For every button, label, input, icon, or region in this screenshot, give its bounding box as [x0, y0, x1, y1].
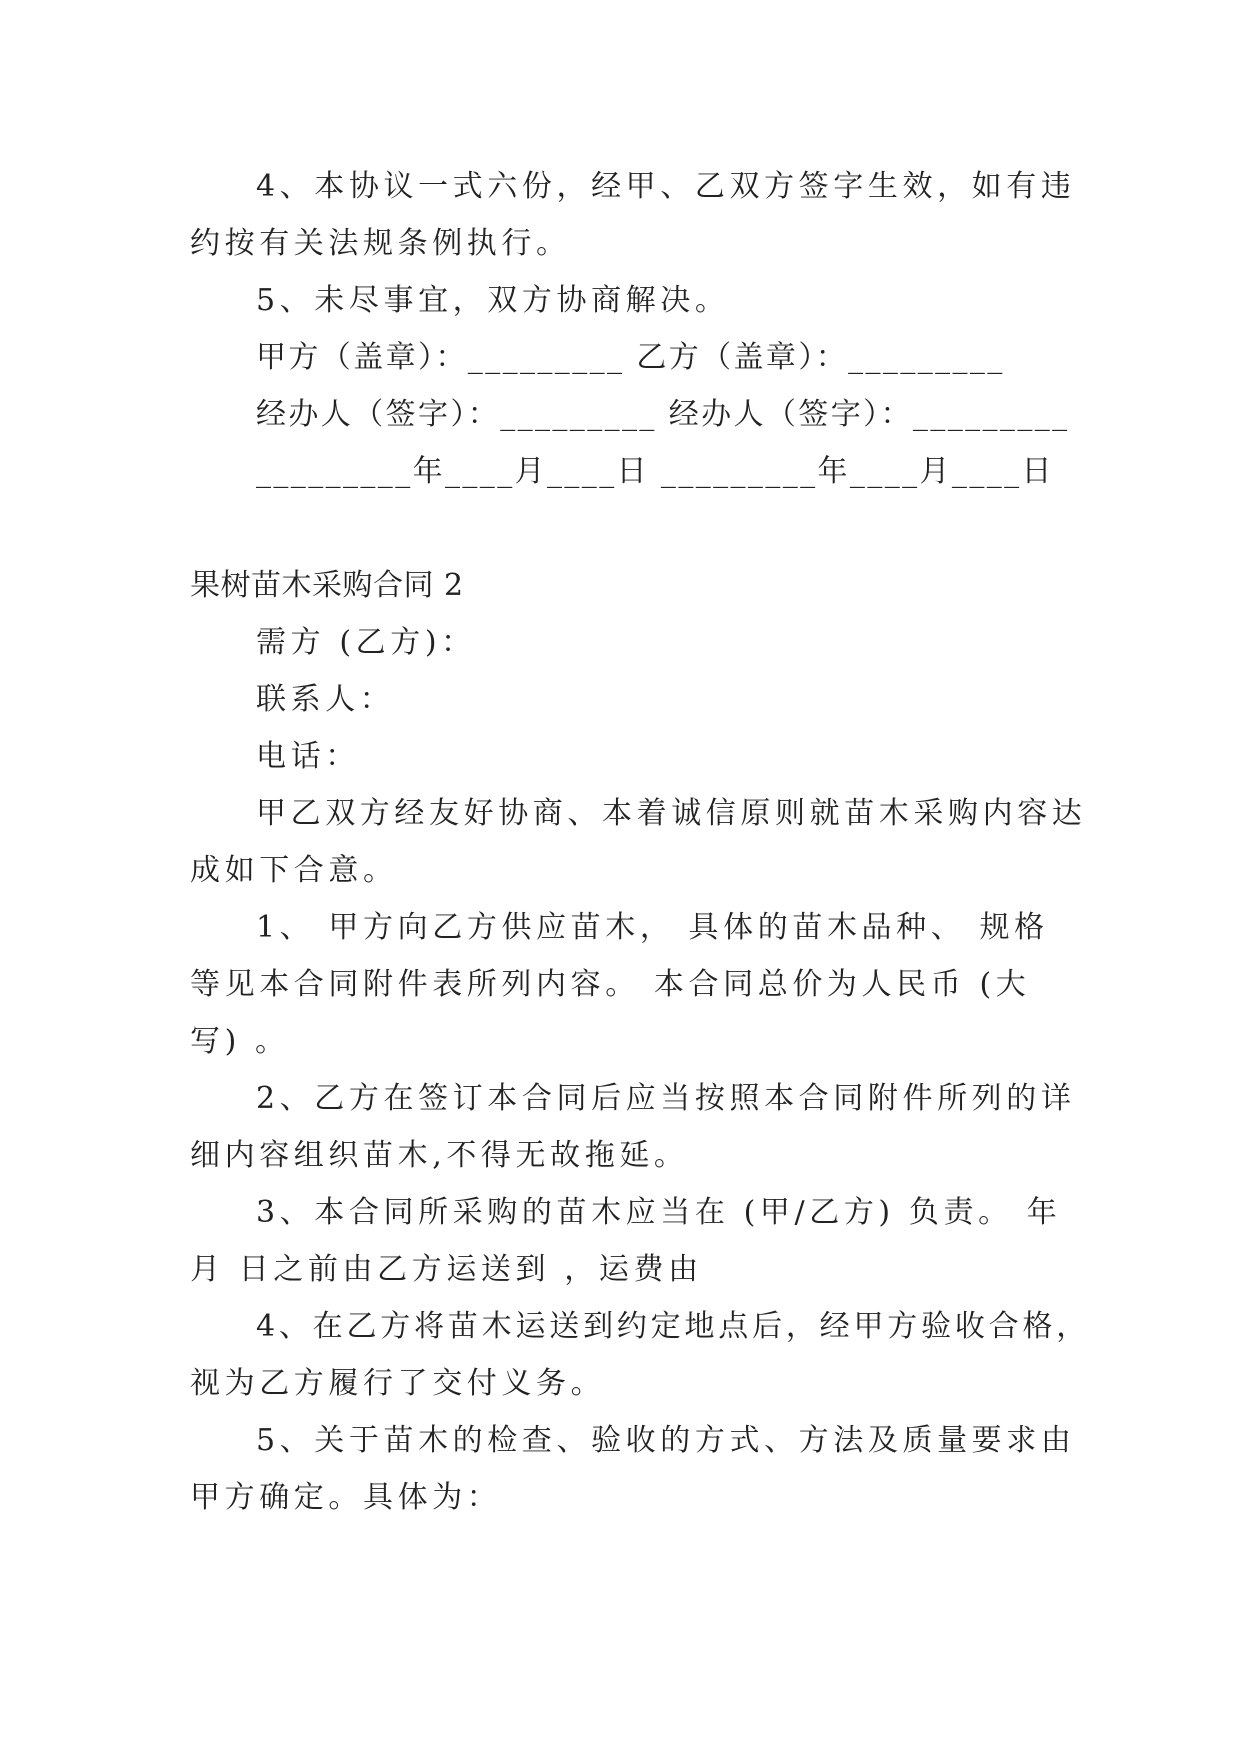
seal-line: 甲方（盖章）：_________ 乙方（盖章）：_________ [256, 340, 1005, 375]
item-2-line-1: 2、乙方在签订本合同后应当按照本合同附件所列的详 [256, 1081, 1076, 1116]
item-4-line-1: 4、在乙方将苗木运送到约定地点后，经甲方验收合格， [256, 1309, 1091, 1344]
item-3-line-1: 3、本合同所采购的苗木应当在 (甲/乙方) 负责。 年 [256, 1195, 1062, 1230]
item-3-line-2: 月 日之前由乙方运送到 ，运费由 [190, 1252, 703, 1287]
section-title: 果树苗木采购合同 2 [190, 568, 464, 603]
clause-4-line-1: 4、本协议一式六份，经甲、乙双方签字生效，如有违 [256, 169, 1076, 204]
item-2-line-2: 细内容组织苗木,不得无故拖延。 [190, 1138, 689, 1173]
item-1-line-1: 1、 甲方向乙方供应苗木， 具体的苗木品种、 规格 [256, 910, 1049, 945]
date-line: _________年____月____日 _________年____月____日 [256, 454, 1054, 489]
item-1-line-3: 写) 。 [190, 1024, 290, 1059]
phone-line: 电话： [256, 739, 360, 774]
clause-4-line-2: 约按有关法规条例执行。 [190, 226, 571, 261]
item-5-line-2: 甲方确定。具体为： [190, 1480, 502, 1515]
signer-line: 经办人（签字）：_________ 经办人（签字）：_________ [256, 397, 1070, 432]
item-5-line-1: 5、关于苗木的检查、验收的方式、方法及质量要求由 [256, 1423, 1076, 1458]
item-1-line-2: 等见本合同附件表所列内容。 本合同总价为人民币 (大 [190, 967, 1031, 1002]
preamble-line-1: 甲乙双方经友好协商、本着诚信原则就苗木采购内容达 [256, 796, 1087, 831]
item-4-line-2: 视为乙方履行了交付义务。 [190, 1366, 606, 1401]
buyer-line: 需方 (乙方)： [256, 625, 476, 660]
contact-line: 联系人： [256, 682, 395, 717]
preamble-line-2: 成如下合意。 [190, 853, 398, 888]
clause-5-line: 5、未尽事宜，双方协商解决。 [256, 283, 730, 318]
